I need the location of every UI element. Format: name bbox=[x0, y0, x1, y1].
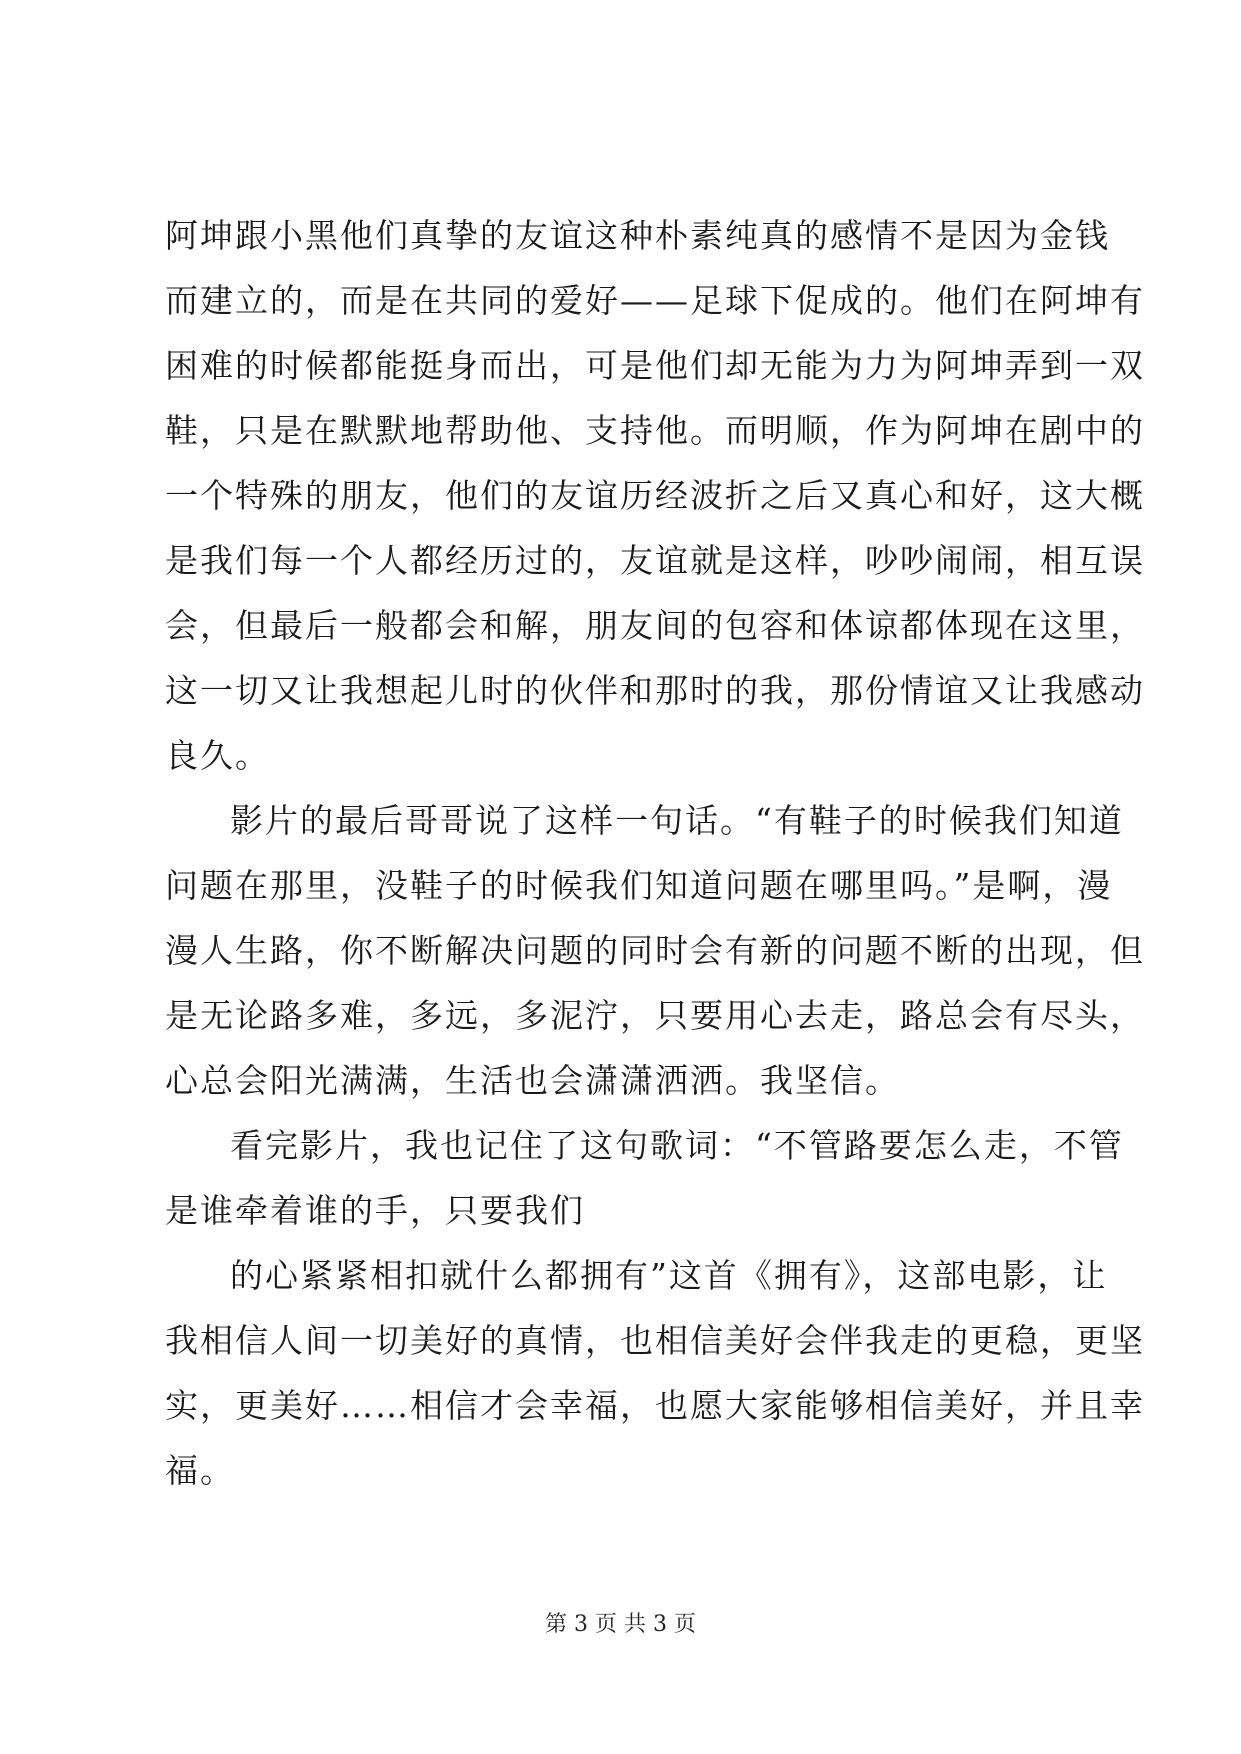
text-line: 一个特殊的朋友，他们的友谊历经波折之后又真心和好，这大概 bbox=[165, 476, 1145, 515]
text-line: 而建立的，而是在共同的爱好——足球下促成的。他们在阿坤有 bbox=[165, 281, 1145, 320]
text-line: 看完影片，我也记住了这句歌词：“不管路要怎么走，不管 bbox=[230, 1126, 1124, 1165]
text-line: 是谁牵着谁的手，只要我们 bbox=[165, 1191, 585, 1230]
text-line: 良久。 bbox=[165, 736, 270, 775]
text-line: 会，但最后一般都会和解，朋友间的包容和体谅都体现在这里， bbox=[165, 606, 1145, 645]
page-number-footer: 第 3 页 共 3 页 bbox=[545, 1612, 696, 1637]
text-line: 的心紧紧相扣就什么都拥有”这首《拥有》，这部电影，让 bbox=[230, 1256, 1108, 1295]
text-line: 问题在那里，没鞋子的时候我们知道问题在哪里吗。”是啊，漫 bbox=[165, 866, 1113, 905]
text-line: 我相信人间一切美好的真情，也相信美好会伴我走的更稳，更坚 bbox=[165, 1321, 1145, 1360]
text-line: 实，更美好……相信才会幸福，也愿大家能够相信美好，并且幸 bbox=[165, 1386, 1145, 1425]
text-line: 心总会阳光满满，生活也会潇潇洒洒。我坚信。 bbox=[165, 1061, 900, 1100]
text-line: 是我们每一个人都经历过的，友谊就是这样，吵吵闹闹，相互误 bbox=[165, 541, 1145, 580]
text-line: 阿坤跟小黑他们真挚的友谊这种朴素纯真的感情不是因为金钱 bbox=[165, 216, 1110, 255]
text-line: 这一切又让我想起儿时的伙伴和那时的我，那份情谊又让我感动 bbox=[165, 671, 1145, 710]
text-line: 困难的时候都能挺身而出，可是他们却无能为力为阿坤弄到一双 bbox=[165, 346, 1145, 385]
text-line: 鞋，只是在默默地帮助他、支持他。而明顺，作为阿坤在剧中的 bbox=[165, 411, 1145, 450]
text-line: 影片的最后哥哥说了这样一句话。“有鞋子的时候我们知道 bbox=[230, 801, 1124, 840]
text-line: 是无论路多难，多远，多泥泞，只要用心去走，路总会有尽头， bbox=[165, 996, 1145, 1035]
text-line: 漫人生路，你不断解决问题的同时会有新的问题不断的出现，但 bbox=[165, 931, 1145, 970]
text-line: 福。 bbox=[165, 1451, 235, 1490]
